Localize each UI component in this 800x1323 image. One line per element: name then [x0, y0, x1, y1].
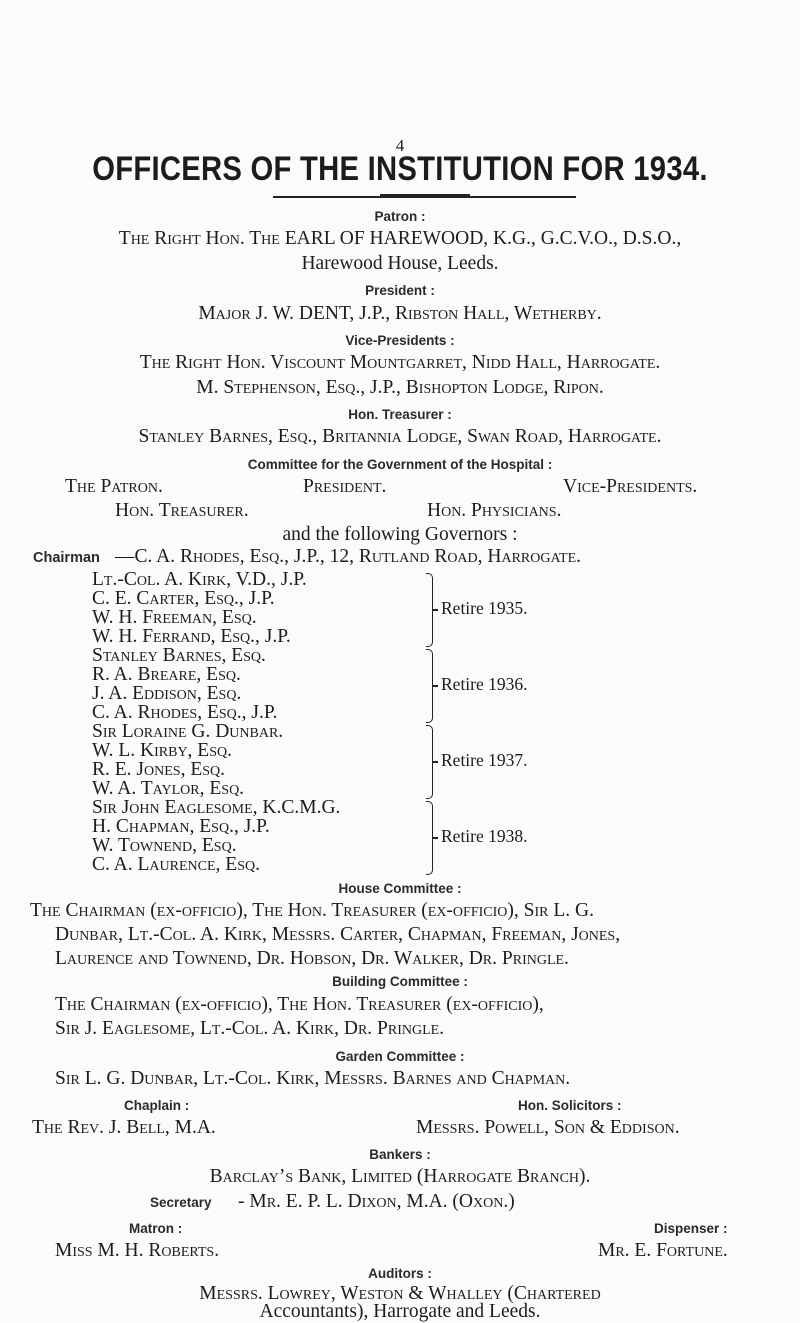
group-brace-tip	[432, 685, 438, 687]
page-number: 4	[395, 136, 405, 155]
matron-heading: Matron :	[129, 1221, 183, 1236]
garden-committee-heading: Garden Committee :	[335, 1049, 465, 1064]
governor: W. H. Freeman, Esq.	[92, 607, 257, 628]
building-committee-heading: Building Committee :	[332, 974, 468, 989]
president-name: Major J. W. DENT, J.P., Ribston Hall, Wetherby.	[198, 303, 602, 324]
dispenser-heading: Dispenser :	[654, 1221, 728, 1236]
governor: Stanley Barnes, Esq.	[92, 645, 266, 666]
chairman-name: —C. A. Rhodes, Esq., J.P., 12, Rutland Road, Harrogate.	[115, 546, 582, 567]
retire-year: Retire 1938.	[441, 826, 528, 846]
governor: R. A. Breare, Esq.	[92, 664, 241, 685]
group-brace-tip	[432, 761, 438, 763]
committee-patron: The Patron.	[65, 476, 163, 497]
governor: C. A. Rhodes, Esq., J.P.	[92, 702, 278, 723]
chaplain-name: The Rev. J. Bell, M.A.	[32, 1117, 216, 1138]
title-underline-accent	[380, 194, 470, 198]
auditors-heading: Auditors :	[368, 1266, 432, 1281]
vice-presidents-heading: Vice-Presidents :	[345, 333, 455, 348]
group-brace-tip	[432, 837, 438, 839]
president-heading: President :	[365, 283, 435, 298]
secretary-name: - Mr. E. P. L. Dixon, M.A. (Oxon.)	[238, 1191, 515, 1212]
governor: R. E. Jones, Esq.	[92, 759, 225, 780]
governor: Lt.-Col. A. Kirk, V.D., J.P.	[92, 569, 307, 590]
auditors-line-1: Messrs. Lowrey, Weston & Whalley (Chartered	[199, 1283, 601, 1304]
committee-president: President.	[303, 476, 387, 497]
patron-address: Harewood House, Leeds.	[301, 253, 499, 274]
patron-heading: Patron :	[374, 209, 426, 224]
secretary-heading: Secretary	[150, 1195, 212, 1210]
governor: W. Townend, Esq.	[92, 835, 237, 856]
committee-physicians: Hon. Physicians.	[427, 500, 562, 521]
committee-treasurer: Hon. Treasurer.	[115, 500, 249, 521]
house-committee-line-1: The Chairman (ex-officio), The Hon. Treasurer (ex-officio), Sir L. G.	[30, 900, 594, 921]
committee-governors-intro: and the following Governors :	[282, 524, 518, 545]
governor: W. L. Kirby, Esq.	[92, 740, 232, 761]
governor: J. A. Eddison, Esq.	[92, 683, 242, 704]
treasurer-name: Stanley Barnes, Esq., Britannia Lodge, Swan Road, Harrogate.	[138, 426, 662, 447]
house-committee-line-3: Laurence and Townend, Dr. Hobson, Dr. Walker, Dr. Pringle.	[55, 948, 569, 969]
governor: Sir John Eaglesome, K.C.M.G.	[92, 797, 341, 818]
retire-year: Retire 1935.	[441, 598, 528, 618]
group-brace-tip	[432, 609, 438, 611]
matron-name: Miss M. H. Roberts.	[55, 1240, 220, 1261]
chairman-label: Chairman	[33, 550, 100, 566]
garden-committee-line: Sir L. G. Dunbar, Lt.-Col. Kirk, Messrs. Barnes and Chapman.	[55, 1068, 571, 1089]
bankers-name: Barclay’s Bank, Limited (Harrogate Branch).	[209, 1166, 591, 1187]
committee-heading: Committee for the Government of the Hospital :	[247, 457, 553, 472]
governor: W. H. Ferrand, Esq., J.P.	[92, 626, 291, 647]
auditors-line-2: Accountants), Harrogate and Leeds.	[259, 1301, 541, 1322]
governor: W. A. Taylor, Esq.	[92, 778, 245, 799]
page-title: OFFICERS OF THE INSTITUTION FOR 1934.	[92, 150, 708, 188]
governor: Sir Loraine G. Dunbar.	[92, 721, 284, 742]
building-committee-line-2: Sir J. Eaglesome, Lt.-Col. A. Kirk, Dr. Pringle.	[55, 1018, 445, 1039]
committee-vice-presidents: Vice-Presidents.	[563, 476, 698, 497]
treasurer-heading: Hon. Treasurer :	[348, 407, 452, 422]
building-committee-line-1: The Chairman (ex-officio), The Hon. Treasurer (ex-officio),	[55, 994, 544, 1015]
retire-year: Retire 1936.	[441, 674, 528, 694]
retire-year: Retire 1937.	[441, 750, 528, 770]
solicitors-heading: Hon. Solicitors :	[518, 1098, 622, 1113]
vice-president-1: The Right Hon. Viscount Mountgarret, Nidd Hall, Harrogate.	[139, 352, 661, 373]
bankers-heading: Bankers :	[369, 1147, 431, 1162]
solicitors-name: Messrs. Powell, Son & Eddison.	[416, 1117, 680, 1138]
house-committee-line-2: Dunbar, Lt.-Col. A. Kirk, Messrs. Carter, Chapman, Freeman, Jones,	[55, 924, 621, 945]
dispenser-name: Mr. E. Fortune.	[598, 1240, 728, 1261]
house-committee-heading: House Committee :	[338, 881, 462, 896]
chaplain-heading: Chaplain :	[124, 1098, 190, 1113]
vice-president-2: M. Stephenson, Esq., J.P., Bishopton Lodge, Ripon.	[196, 377, 604, 398]
governor: C. E. Carter, Esq., J.P.	[92, 588, 275, 609]
governor: C. A. Laurence, Esq.	[92, 854, 260, 875]
governor: H. Chapman, Esq., J.P.	[92, 816, 270, 837]
patron-name: The Right Hon. The EARL OF HAREWOOD, K.G., G.C.V.O., D.S.O.,	[118, 228, 682, 249]
